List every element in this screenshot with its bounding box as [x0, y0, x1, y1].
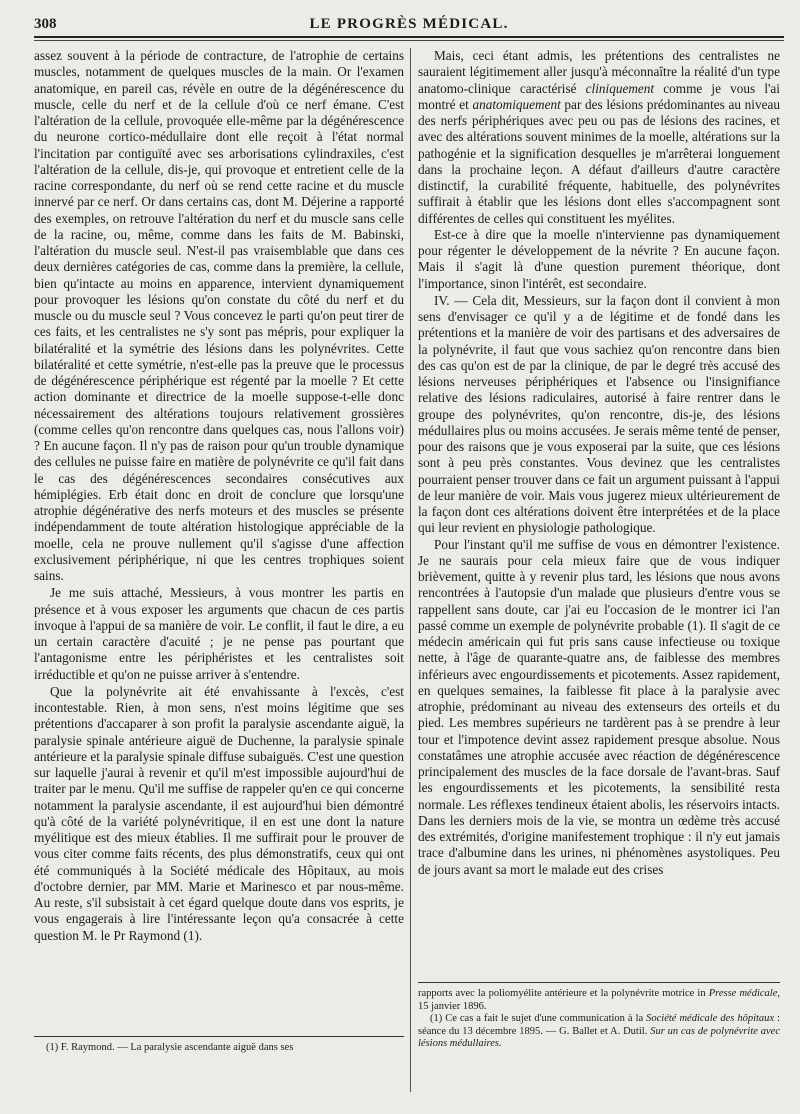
right-paragraph-1 — [418, 48, 780, 227]
left-column — [34, 48, 404, 944]
footnote-2-text: (1) Ce cas a fait le sujet d'une communication à la — [430, 1013, 647, 1024]
right-footnotes — [418, 988, 780, 1051]
right-footnote-rule — [418, 982, 780, 983]
right-paragraph-4: Pour l'instant qu'il me suffise de vous en démontrer l'existence. Je ne saurais pour cela mieux faire que de vous indiquer brièvement, quitte à y revenir plus tard, les lésions que nous avons rencontrées à l'autopsie d'un malade que plusieurs d'entre vous se rappellent sans doute, car j'ai eu l'occasion de le montrer ici l'an passé comme un exemple de polynévrite probable (1). Il s'agit de ce médecin américain qui fut pris sans cause infectieuse ou toxique nette, à l'âge de quarante-quatre ans, de faiblesse des membres inférieurs avec engourdissements et picotements. Assez rapidement, en quelques semaines, la faiblesse fit place à la paralysie avec atrophie, prédominant au niveau des extenseurs des orteils et du pied. Les membres supérieurs ne tardèrent pas à se prendre à leur tour et l'impotence devint assez rapidement presque absolue. Nous constatâmes une atrophie accusée avec réaction de dégénérescence principalement des muscles de la face dorsale de l'avant-bras. Sauf les engourdissements et les picotements, la sensibilité resta normale. Les réflexes tendineux étaient abolis, les réservoirs intacts. Dans les derniers mois de la vie, se montra un œdème très accusé des extrémités, d'origine manifestement trophique : il n'y eut jamais trace d'albumine dans les urines, ni phénomènes asystoliques. Peu de jours avant sa mort le malade eut des crises — [418, 536, 780, 877]
left-paragraph-3: Que la polynévrite ait été envahissante à l'excès, c'est incontestable. Rien, à mon sens, n'est moins légitime que ses prétentions d'accaparer à son profit la paralysie ascendante aiguë, la paralysie spinale antérieure aiguë de Duchenne, la paralysie spinale antérieure et la paralysie spinale diffuse subaiguës. C'est une question sur laquelle j'aurai à revenir et qu'il m'est impossible aujourd'hui de traiter par le menu. Qu'il me suffise de rappeler qu'en ce qui concerne notamment la paralysie ascendante, il est aujourd'hui bien démontré qu'à côté de la variété polynévritique, il en est une dont la nature myélitique est des mieux établies. Il me suffirait pour le prouver de vous citer comme faits récents, des plus démonstratifs, ceux qui ont été communiqués à la Société médicale des Hôpitaux, au mois d'octobre dernier, par MM. Marie et Marinesco et par nous-même. Au reste, s'il subsistait à cet égard quelque doute dans vos esprits, je vous engagerais à lire l'intéressante leçon qu'a consacrée à cette question M. le Pr Raymond (1). — [34, 683, 404, 943]
header-rule-thick — [34, 36, 784, 38]
emphasis-cliniquement: cliniquement — [585, 80, 655, 96]
footnote-ballet-dutil — [418, 1013, 780, 1051]
emphasis-anatomiquement: anatomiquement — [472, 96, 561, 112]
header-rule-thin — [34, 40, 784, 41]
footnote-raymond: (1) F. Raymond. — La paralysie ascendante aiguë dans ses — [46, 1042, 294, 1053]
right-paragraph-2: Est-ce à dire que la moelle n'intervienne pas dynamiquement pour régenter le développement de la névrite ? En aucune façon. Mais il s'agit là d'une question purement théorique, dont l'importance, sinon l'intérêt, est secondaire. — [418, 226, 780, 291]
left-paragraph-2: Je me suis attaché, Messieurs, à vous montrer les partis en présence et à vous exposer les arguments que chacun de ces partis invoque à l'appui de sa manière de voir. Le conflit, il faut le dire, a eu un certain caractère d'acuité ; je ne pense pas pourtant que l'antagonisme entre les périphéristes et les centralistes soit irréductible et qu'on ne puisse arriver à s'entendre. — [34, 585, 404, 682]
column-divider — [410, 48, 411, 1092]
left-footnote-rule — [34, 1036, 404, 1037]
emphasis-presse-medicale: Presse médicale — [708, 988, 778, 999]
running-header — [34, 14, 784, 36]
right-paragraph-1-text-3: par des lésions prédominantes au niveau des nerfs périphériques avec peu ou pas de lésions des racines, et avec des altérations souvent minimes de la moelle, altérations sur la pathogénie et la signification desquelles je m'arrêterai longuement dans la prochaine leçon. A défaut d'ailleurs d'autre caractère distinctif, la curabilité fréquente, habituelle, des polynévrites suffirait à établir que les lésions dont elles s'accompagnent sont différentes de celles qui constituent les myélites. — [418, 96, 781, 226]
footnote-continuation — [418, 988, 780, 1013]
journal-title: LE PROGRÈS MÉDICAL. — [309, 16, 509, 32]
left-paragraph-1: assez souvent à la période de contracture, de l'atrophie de certains muscles, notamment de quelques muscles de la main. Or l'examen anatomique, en pareil cas, révèle en outre de la dégénérescence du muscle, celle du nerf et de la cellule d'où ce nerf émane. C'est l'altération de la cellule, provoquée elle-même par la dégénérescence du neurone cortico-médullaire dont elle reçoit à l'état normal l'incitation par contiguïté avec ses arborisations cylindraxiles, c'est l'altération de la cellule, dis-je, qui provoque et entretient celle de la racine correspondante, du nerf où se rend cette racine et du muscle innervé par ce nerf. Or dans certains cas, dont M. Déjerine a rapporté des exemples, on retrouve l'altération du nerf et du muscle sans celle de la racine, ou, même, comme dans les faits de M. Babinski, l'altération du muscle seul. N'est-il pas vraisemblable que dans ces deux dernières catégories de cas, comme dans la première, la cellule, bien qu'intacte au moins en apparence, intervient dynamiquement pour provoquer les lésions qu'on constate du côté du nerf et du muscle ou du muscle seul ? Vous concevez le parti qu'on peut tirer de ces faits, et les centralistes ne s'y sont pas mépris, pour expliquer la bilatéralité et la symétrie des lésions dans les polynévrites. Cette bilatéralité et cette symétrie, n'est-elle pas la preuve que le processus de dégénérescence périphérique est régenté par la moelle ? Et cette action dominante et directrice de la moelle suppose-t-elle donc nécessairement des altérations toujours relativement grossières (comme celles qu'on rencontre dans quelques cas, nous l'allons voir) ? En aucune façon. Il n'y pas de raison pour qu'un trouble dynamique des cellules ne puisse faire en matière de polynévrite ce qu'il fait dans le cas des dégénérescences secondaires consécutives aux hémiplégies. Erb était donc en droit de conclure que lorsqu'une atrophie dégénérative des nerfs moteurs et des muscles se présente indépendamment de toute altération histologique appréciable de la moelle, cela ne prouve nullement qu'il s'agisse d'une affection exclusivement périphérique, ni que les centres trophiques soient sains. — [34, 48, 404, 583]
footnote-continuation-date: , 15 janvier 1896. — [418, 988, 780, 1012]
left-footnote — [34, 1042, 404, 1055]
right-paragraph-1-text: Mais, ceci étant admis, les prétentions des centralistes ne sauraient légitimement aller jusqu'à méconnaître la réalité d'un type anatomo-clinique caractérisé — [418, 48, 780, 96]
emphasis-title: Sur un cas de polynévrite avec lésions médullaires. — [418, 1025, 780, 1049]
page-number: 308 — [34, 16, 57, 32]
footnote-continuation-text: rapports avec la poliomyélite antérieure et la polynévrite motrice in — [418, 988, 709, 999]
footnote-2-text-2: : séance du 13 décembre 1895. — G. Ballet et A. Dutil. — [418, 1013, 780, 1037]
right-paragraph-section-iv: IV. — Cela dit, Messieurs, sur la façon dont il convient à mon sens d'envisager ce qu'il y a de légitime et de fondé dans les prétentions et la manière de voir des partisans et des adversaires de la polynévrite, il faut que vous sachiez qu'on rencontre dans bien des cas qu'on est de par la clinique, de par le degré très accusé des lésions nerveuses périphériques et l'absence ou l'insignifiance relative des lésions radiculaires, autorisé à faire rentrer dans le groupe des polynévrites, qu'on rencontre, dis-je, des lésions médullaires plus ou moins accusées. Je serais même tenté de penser, pour des raisons que je vous exposerai par la suite, que ces lésions sont à peu près constantes. Vous devinez que les centralistes pourraient penser trouver dans ce fait un argument puissant à l'appui de leur manière de voir. Mais vous jugerez mieux ultérieurement de la façon dont ces altérations doivent être interprétées et de la place qui leur revient en physiologie pathologique. — [418, 292, 780, 536]
right-paragraph-1-text-2: comme je vous l'ai montré et — [418, 80, 780, 112]
emphasis-societe-medicale: Société médicale des hôpitaux — [646, 1013, 775, 1024]
right-column — [418, 48, 780, 878]
